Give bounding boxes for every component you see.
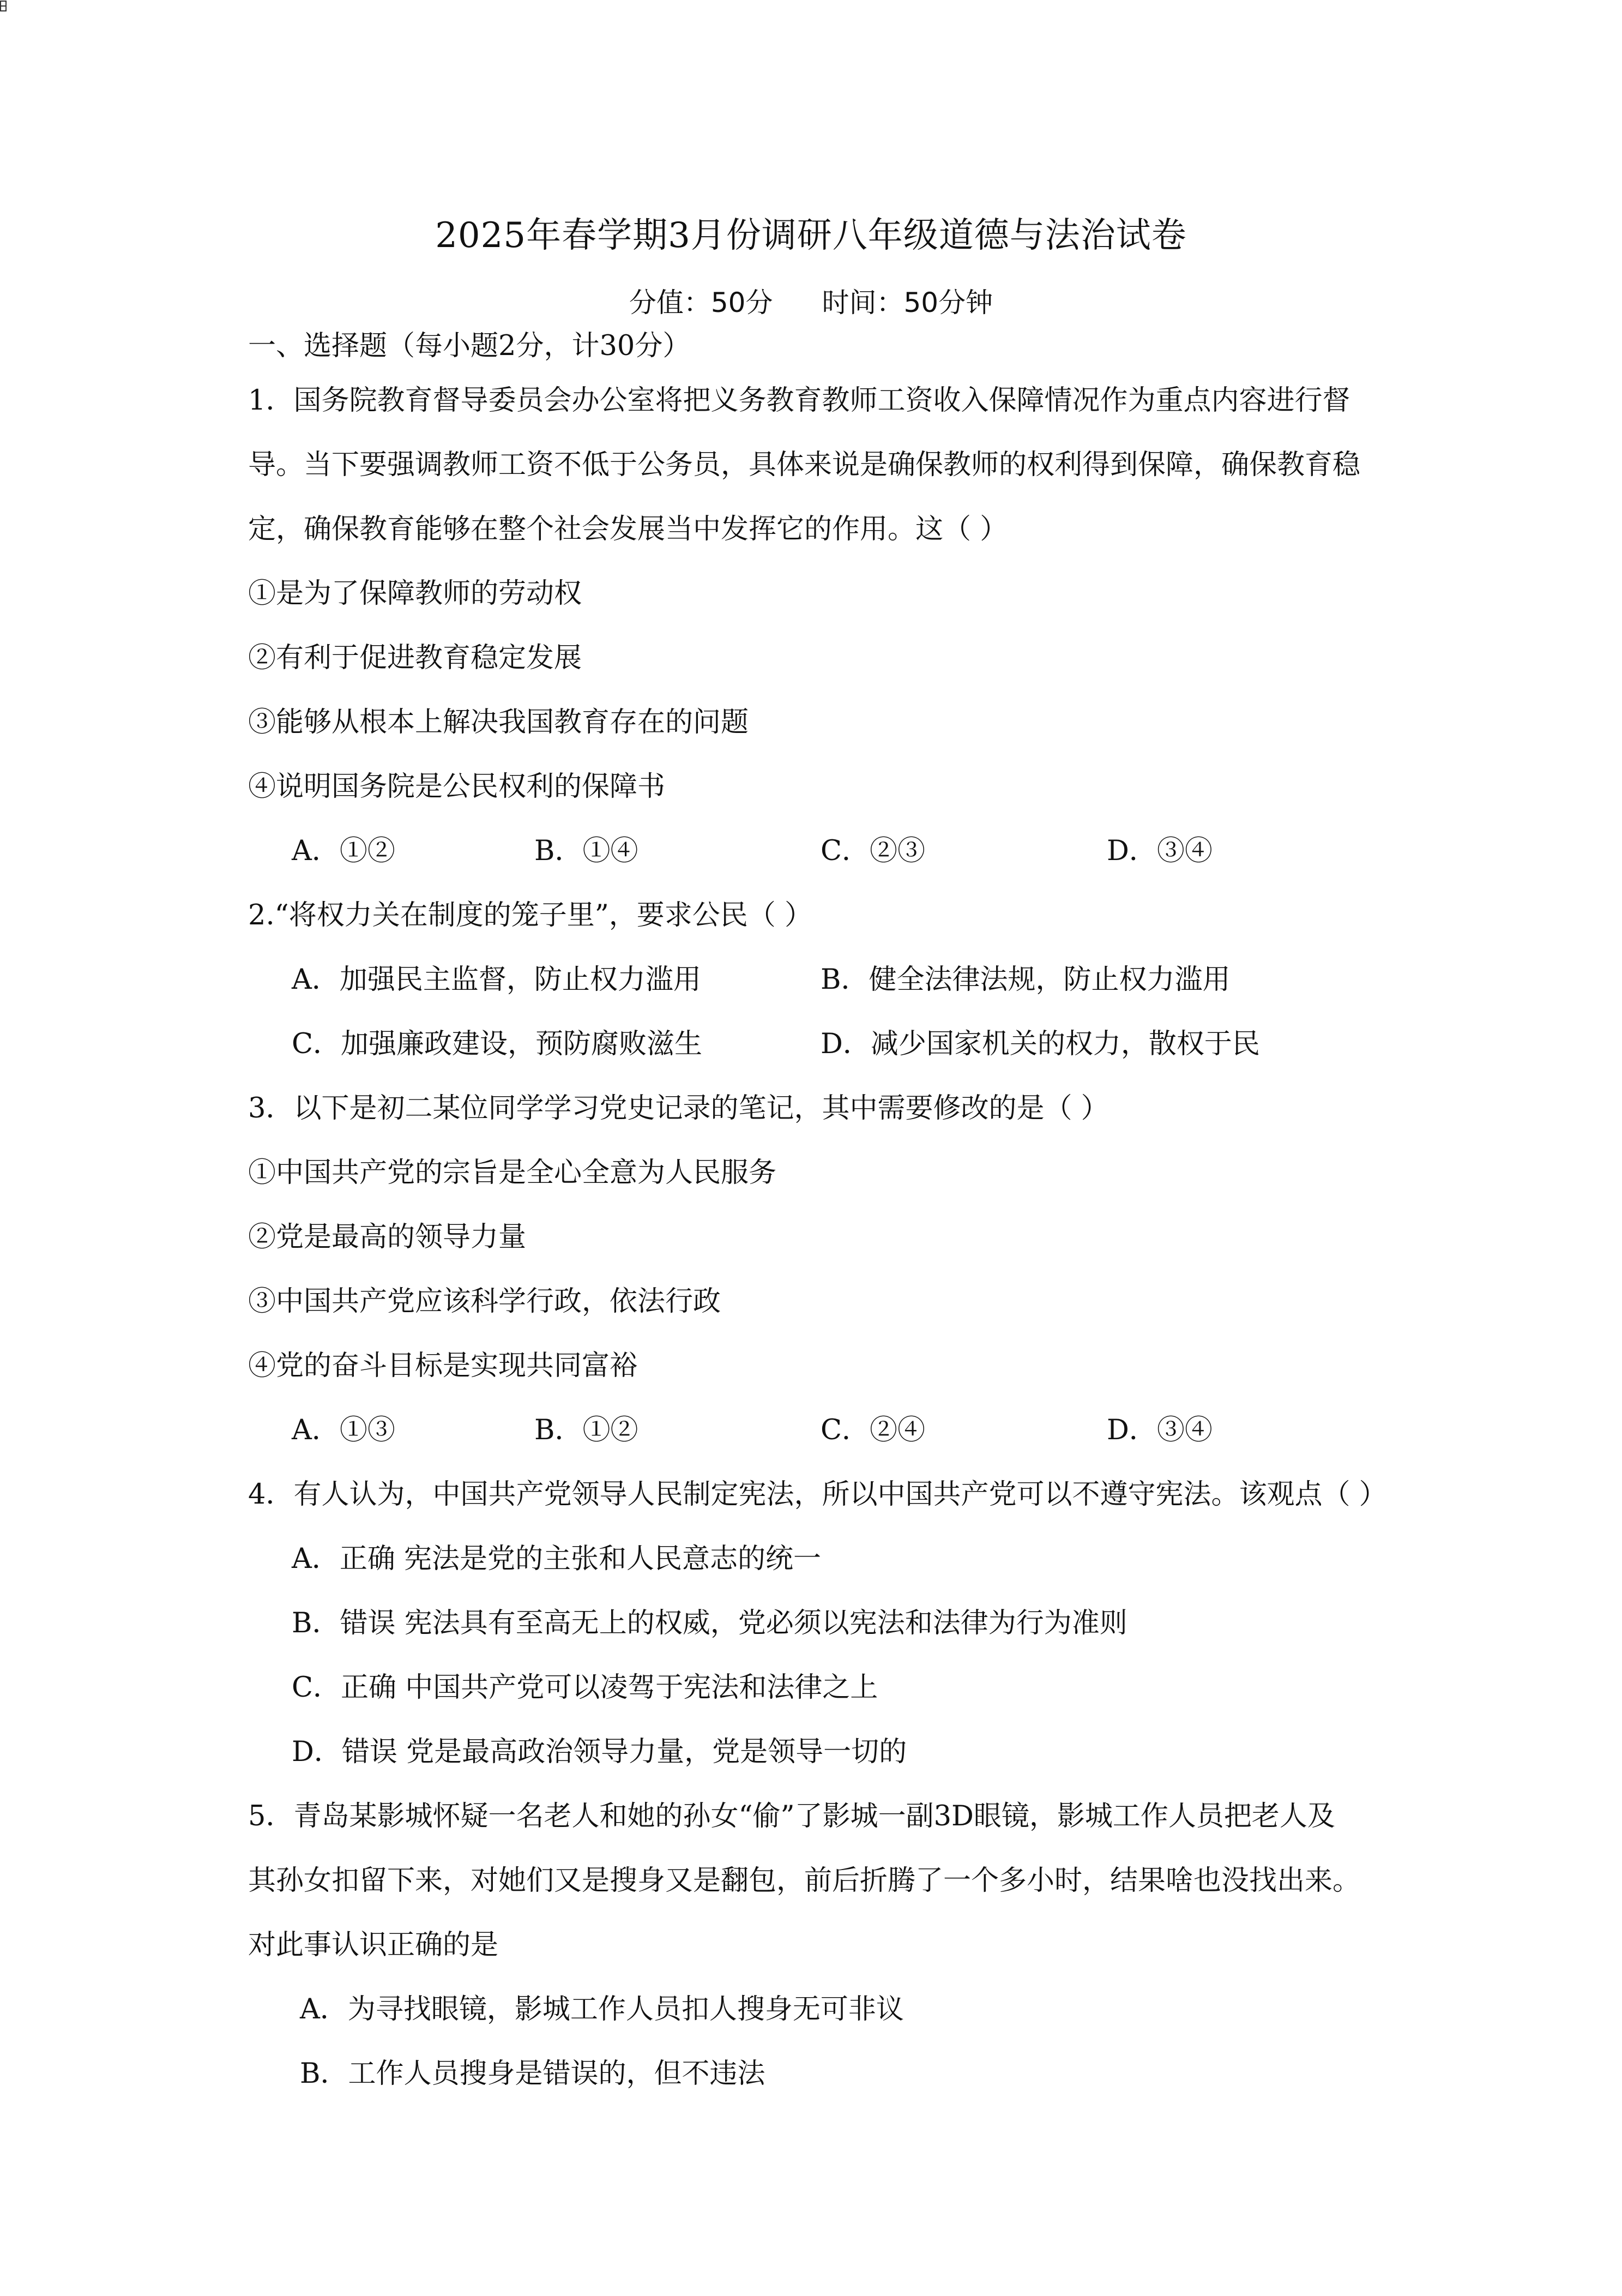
q2-option-d: D．减少国家机关的权力，散权于民 [821, 1028, 1260, 1060]
q1-statement-2: ②有利于促进教育稳定发展 [248, 642, 582, 674]
q2-option-b: B．健全法律法规，防止权力滥用 [821, 964, 1231, 996]
q1-statement-4: ④说明国务院是公民权利的保障书 [248, 771, 666, 803]
q4-option-c: C．正确 中国共产党可以凌驾于宪法和法律之上 [292, 1672, 878, 1704]
q3-statement-4: ④党的奋斗目标是实现共同富裕 [248, 1350, 638, 1382]
q1-option-d: D．③④ [1107, 835, 1213, 867]
q3-statement-3: ③中国共产党应该科学行政，依法行政 [248, 1285, 721, 1318]
q4-option-a: A．正确 宪法是党的主张和人民意志的统一 [292, 1543, 822, 1575]
exam-meta [0, 284, 1622, 322]
q1-stem-line-1: 1．国务院教育督导委员会办公室将把义务教育教师工资收入保障情况作为重点内容进行督 [248, 384, 1350, 417]
q4-option-b: B．错误 宪法具有至高无上的权威，党必须以宪法和法律为行为准则 [292, 1607, 1127, 1639]
q5-option-b: B．工作人员搜身是错误的，但不违法 [300, 2058, 765, 2090]
q1-stem-line-2: 导。当下要强调教师工资不低于公务员，具体来说是确保教师的权利得到保障，确保教育稳 [248, 449, 1361, 481]
q2-option-c: C．加强廉政建设，预防腐败滋生 [292, 1028, 703, 1060]
q5-option-a: A．为寻找眼镜，影城工作人员扣人搜身无可非议 [300, 1993, 904, 2025]
q3-option-b: B．①② [534, 1414, 638, 1446]
q2-stem: 2.“将权力关在制度的笼子里”，要求公民（ ） [248, 899, 813, 931]
q1-option-c: C．②③ [821, 835, 926, 867]
q2-option-a: A．加强民主监督，防止权力滥用 [292, 964, 701, 996]
corner-mark-icon [0, 0, 14, 14]
q1-statement-3: ③能够从根本上解决我国教育存在的问题 [248, 706, 749, 738]
q3-option-a: A．①③ [292, 1414, 395, 1446]
score-label: 分值：50分 [629, 287, 773, 318]
q5-stem-line-3: 对此事认识正确的是 [248, 1929, 499, 1961]
q3-option-d: D．③④ [1107, 1414, 1213, 1446]
q3-statement-1: ①中国共产党的宗旨是全心全意为人民服务 [248, 1157, 777, 1189]
q4-stem: 4．有人认为，中国共产党领导人民制定宪法，所以中国共产党可以不遵守宪法。该观点（ ） [248, 1478, 1387, 1511]
q1-option-a: A．①② [292, 835, 395, 867]
q4-option-d: D．错误 党是最高政治领导力量，党是领导一切的 [292, 1736, 907, 1768]
q3-option-c: C．②④ [821, 1414, 926, 1446]
q3-stem: 3．以下是初二某位同学学习党史记录的笔记，其中需要修改的是（ ） [248, 1092, 1109, 1125]
q5-stem-line-1: 5．青岛某影城怀疑一名老人和她的孙女“偷”了影城一副3D眼镜，影城工作人员把老人及 [248, 1800, 1335, 1832]
exam-title: 2025年春学期3月份调研八年级道德与法治试卷 [435, 215, 1187, 256]
q1-option-b: B．①④ [534, 835, 638, 867]
q1-statement-1: ①是为了保障教师的劳动权 [248, 578, 582, 610]
q1-stem-line-3: 定，确保教育能够在整个社会发展当中发挥它的作用。这（ ） [248, 513, 1008, 545]
time-label: 时间：50分钟 [822, 287, 993, 318]
q5-stem-line-2: 其孙女扣留下来，对她们又是搜身又是翻包，前后折腾了一个多小时，结果啥也没找出来。 [248, 1865, 1361, 1897]
q3-statement-2: ②党是最高的领导力量 [248, 1221, 527, 1253]
section-heading: 一、选择题（每小题2分，计30分） [248, 330, 691, 362]
